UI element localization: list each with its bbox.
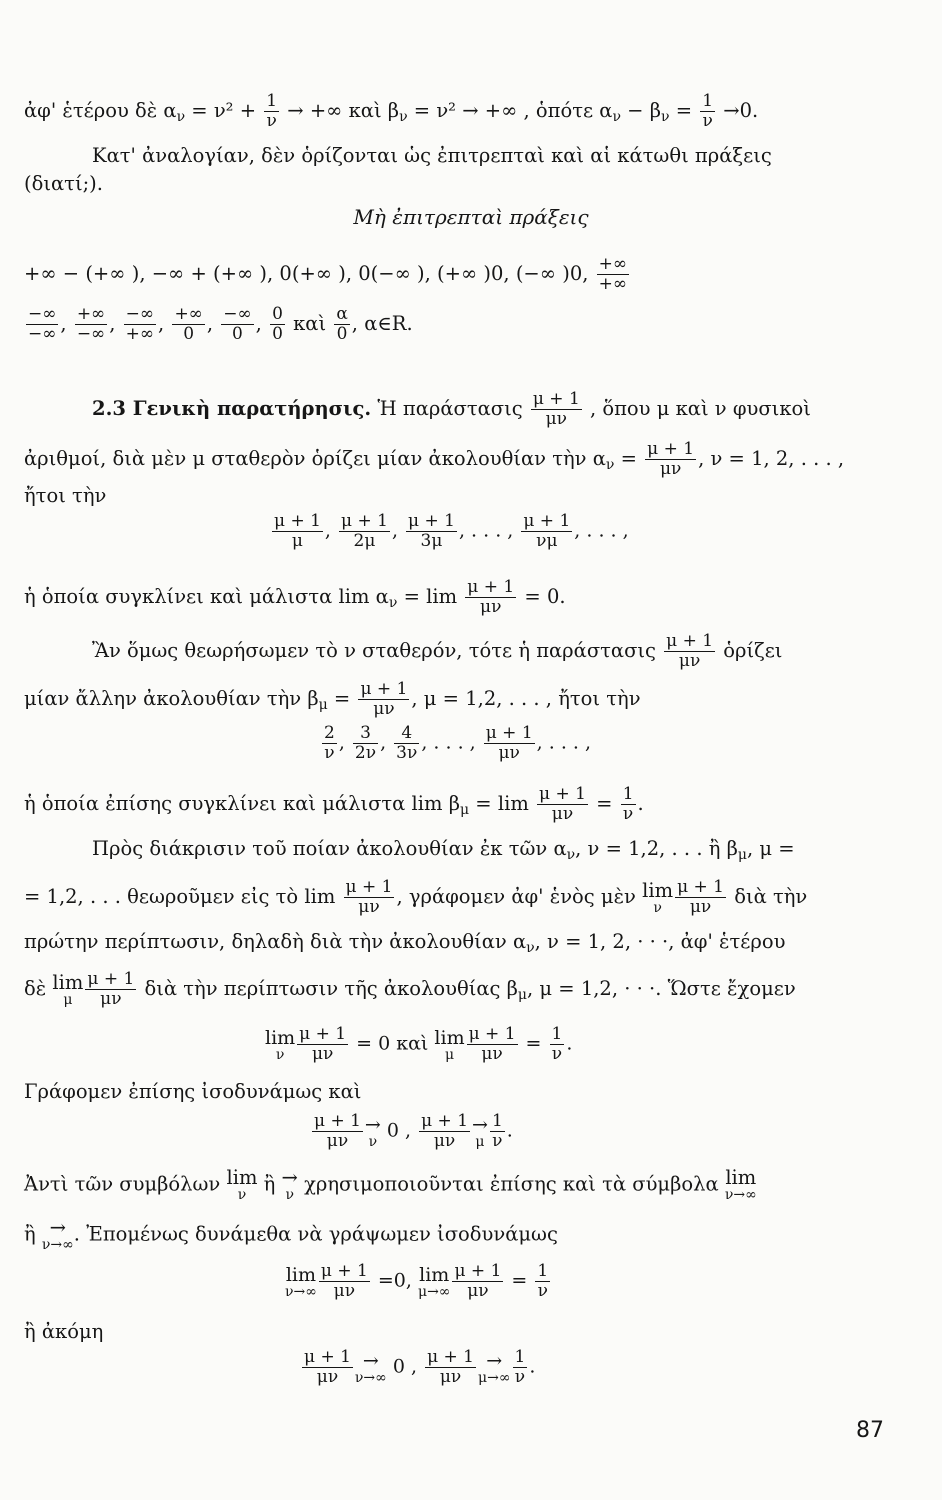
text: , [338, 731, 345, 754]
lim-subscript: ν [237, 1187, 247, 1203]
fraction [297, 1025, 348, 1064]
not-allowed-title: Μὴ ἐπιτρεπταὶ πράξεις [353, 205, 589, 229]
section-heading: 2.3 Γενικὴ παρατήρησις. [92, 397, 372, 420]
text: , [255, 312, 262, 335]
subscript: ν [612, 109, 621, 125]
denominator: ν [622, 804, 634, 824]
denominator: μν [433, 1131, 456, 1151]
arrow-subscript: ν [368, 1133, 378, 1150]
page-number: 87 [856, 1418, 884, 1443]
denominator: 2μ [353, 531, 376, 551]
text: +∞ − (+∞ ), −∞ + (+∞ ), 0(+∞ ), 0(−∞ ), (+∞ )0, (−∞ )0, [24, 262, 589, 285]
numerator: μ + 1 [345, 877, 393, 897]
operations-row-2 [24, 305, 884, 344]
numerator: μ + 1 [341, 511, 388, 531]
text: ἀριθμοί, διὰ μὲν μ σταθερὸν ὁρίζει μίαν ἀκολουθίαν τὴν α [24, 447, 606, 470]
lim-text: lim [52, 970, 84, 994]
text: = [505, 1269, 534, 1292]
lim-mu [434, 1028, 464, 1062]
text: = [614, 447, 644, 470]
fraction [550, 1025, 565, 1064]
numerator: μ + 1 [314, 1111, 361, 1131]
lim-subscript: μ→∞ [417, 1283, 451, 1300]
fraction [452, 1262, 503, 1301]
text: →0. [717, 99, 759, 122]
text: ἢ [24, 1222, 42, 1246]
text: , [324, 519, 331, 542]
fraction [353, 724, 378, 763]
numerator: 3 [353, 724, 378, 744]
text: , [109, 312, 116, 335]
text: , γράφομεν ἀφ' ἑνὸς μὲν [396, 885, 643, 908]
fraction [26, 305, 58, 344]
fraction [484, 724, 535, 763]
fraction [394, 724, 419, 763]
arrow: → [472, 1113, 488, 1136]
numerator: −∞ [28, 304, 57, 324]
text: Ἂν ὅμως θεωρήσωμεν τὸ ν σταθερόν, τότε ἡ παράστασις [92, 639, 663, 662]
denominator: μν [311, 1044, 334, 1064]
denominator: 0 [232, 324, 243, 344]
fraction [490, 1112, 505, 1151]
text-line-15 [24, 970, 884, 1009]
fraction [302, 1348, 353, 1387]
denominator: μν [481, 1044, 503, 1064]
lim-subscript: μ [444, 1046, 455, 1063]
sequence-alpha [270, 512, 629, 551]
text: 0 , [380, 1119, 418, 1142]
denominator: μν [358, 897, 380, 917]
text: = [327, 687, 357, 710]
numerator: +∞ [174, 304, 203, 324]
text: διὰ τὴν [728, 885, 808, 908]
text-line-9 [92, 632, 884, 671]
numerator: μ + 1 [677, 877, 724, 897]
arrow: → [281, 1166, 298, 1189]
denominator: +∞ [125, 324, 155, 344]
text: ἀφ' ἑτέρου δὲ α [24, 99, 177, 122]
denominator: 0 [272, 324, 283, 344]
lim-nu [226, 1168, 257, 1202]
text: = [669, 99, 699, 122]
fraction [264, 92, 279, 131]
denominator: 0 [336, 324, 348, 344]
fraction [358, 680, 409, 719]
text: . Ἐπομένως δυνάμεθα νὰ γράψωμεν ἰσοδυνάμως [73, 1222, 558, 1246]
denominator: μν [545, 409, 568, 429]
fraction [465, 578, 516, 617]
text: , . . . , [536, 731, 592, 754]
lim-subscript: ν→∞ [724, 1187, 757, 1203]
arrow: → [362, 1349, 379, 1372]
denominator: μν [439, 1367, 462, 1387]
numerator: 0 [272, 304, 283, 324]
lim-text: lim [725, 1166, 757, 1189]
subscript: ν [526, 940, 535, 956]
subscript: μ [318, 697, 328, 713]
numerator: μ + 1 [360, 679, 408, 699]
text-line-19 [24, 1168, 884, 1202]
numerator: 2 [324, 723, 335, 743]
text: , . . . , [421, 731, 476, 754]
numerator: μ + 1 [274, 511, 321, 531]
lim-subscript: ν→∞ [285, 1283, 317, 1300]
denominator: μν [480, 597, 502, 617]
text: = 0. [518, 585, 566, 608]
fraction [513, 1348, 528, 1387]
text: , [206, 312, 214, 335]
text-line-20 [24, 1218, 884, 1252]
fraction [221, 305, 253, 344]
text: , ν = 1, 2, . . . , [698, 447, 845, 470]
numerator: 4 [394, 724, 419, 744]
numerator: μ + 1 [485, 723, 533, 743]
fraction [344, 878, 395, 917]
text-line-8 [24, 578, 884, 617]
numerator: μ + 1 [467, 577, 515, 597]
arrow: → [364, 1113, 381, 1136]
numerator: μ + 1 [468, 1024, 516, 1044]
arrow-mu-inf [478, 1351, 511, 1385]
text: → +∞ καὶ β [281, 99, 400, 122]
text-line-2: Κατ' ἀναλογίαν, δὲν ὁρίζονται ὡς ἐπιτρεπταὶ καὶ αἱ κάτωθι πράξεις [92, 144, 772, 167]
text: , [380, 731, 387, 754]
denominator: μν [373, 699, 395, 719]
text: , ν = 1, 2, · · ·, ἀφ' ἑτέρου [534, 930, 786, 953]
numerator: μ + 1 [87, 969, 135, 989]
arrows-display: $\frac{\mu + 1}{\mu\nu}$ → ν 0 , $\frac{\mu + 1}{\mu\nu}$ → μ $\frac{1}{\nu}$ . [314, 1111, 513, 1151]
fraction [700, 92, 715, 131]
text: − β [620, 99, 661, 122]
limits-infinity-display [285, 1262, 552, 1301]
numerator: 1 [266, 91, 278, 111]
numerator: +∞ [76, 304, 106, 324]
text: = ν² + [185, 99, 263, 122]
fraction [535, 1262, 550, 1301]
fraction [124, 305, 156, 344]
text-line-22: ἢ ἀκόμη [24, 1320, 104, 1343]
subscript: μ [460, 802, 470, 818]
text: , ν = 1,2, . . . ἢ β [575, 837, 738, 860]
numerator: 1 [491, 1111, 503, 1131]
operations-row-1 [24, 255, 884, 294]
text: 0 , [386, 1355, 424, 1378]
lim-nu-inf [725, 1168, 757, 1202]
denominator: μν [467, 1281, 489, 1301]
lim-mu [52, 970, 84, 1008]
numerator: μ + 1 [299, 1024, 347, 1044]
denominator: μν [551, 804, 574, 824]
arrow-subscript: ν→∞ [354, 1369, 387, 1386]
numerator: μ + 1 [532, 389, 580, 409]
arrow-nu [365, 1115, 381, 1149]
numerator: μ + 1 [666, 631, 714, 651]
denominator: 0 [183, 324, 195, 344]
numerator: 1 [537, 1261, 549, 1281]
text-line-3: (διατί;). [24, 172, 103, 195]
arrow: → [486, 1349, 503, 1372]
numerator: μ + 1 [523, 511, 571, 531]
lim-subscript: ν [653, 899, 662, 916]
lim-text: lim [285, 1263, 317, 1286]
text: ὁρίζει [717, 639, 783, 662]
arrow-nu-inf [355, 1351, 387, 1385]
text: Ἡ παράστασις [371, 397, 529, 420]
numerator: μ + 1 [427, 1347, 474, 1367]
denominator: −∞ [28, 324, 57, 344]
arrow-mu [472, 1115, 488, 1149]
subscript: ν [605, 457, 615, 473]
lim-text: lim [226, 1166, 258, 1189]
text: πρώτην περίπτωσιν, δηλαδὴ διὰ τὴν ἀκολουθίαν α [24, 930, 527, 953]
text: = lim [469, 792, 536, 815]
text: =0, [371, 1269, 418, 1292]
text: , . . . , [458, 519, 514, 542]
text: χρησιμοποιοῦνται ἐπίσης καὶ τὰ σύμβολα [297, 1172, 725, 1196]
text: ἡ ὁποία συγκλίνει καὶ μάλιστα lim α [24, 585, 389, 608]
denominator: μν [333, 1281, 356, 1301]
numerator: 1 [551, 1024, 563, 1044]
denominator: μν [326, 1131, 349, 1151]
lim-text: lim [419, 1263, 450, 1286]
text: , μ = 1,2, . . . , ἤτοι τὴν [411, 687, 641, 710]
arrow: → [49, 1216, 67, 1239]
lim-nu [265, 1028, 295, 1062]
text: διὰ τὴν περίπτωσιν τῆς ἀκολουθίας β [138, 977, 518, 1000]
subscript: ν [566, 847, 576, 863]
arrow-subscript: μ [475, 1133, 485, 1150]
text: = 0 καὶ [350, 1032, 435, 1055]
lim-nu-inf [285, 1265, 317, 1299]
arrows-infinity-display: $\frac{\mu + 1}{\mu\nu}$ → ν→∞ 0 , $\frac{\mu + 1}{\mu\nu}$ → μ→∞ $\frac{1}{\nu}$ . [304, 1347, 536, 1387]
subscript: ν [176, 109, 186, 125]
arrow-subscript: μ→∞ [478, 1369, 511, 1386]
denominator: 3ν [396, 743, 418, 763]
text: = 1,2, . . . θεωροῦμεν εἰς τὸ lim [24, 885, 342, 908]
fraction [319, 1262, 370, 1301]
lim-nu [642, 878, 674, 916]
text: = lim [397, 585, 464, 608]
denominator: ν [702, 111, 713, 131]
fraction [531, 390, 582, 429]
denominator: ν [266, 111, 277, 131]
arrow-nu [282, 1168, 298, 1202]
numerator: +∞ [598, 254, 628, 274]
fraction [664, 632, 715, 671]
numerator: μ + 1 [304, 1347, 351, 1367]
numerator: μ + 1 [421, 1111, 469, 1131]
denominator: ν [551, 1044, 563, 1064]
text: , . . . , [574, 519, 629, 542]
lim-mu-inf [418, 1265, 451, 1299]
fraction [272, 512, 323, 551]
text: , [60, 312, 67, 335]
text-line-11: ἡ ὁποία ἐπίσης συγκλίνει καὶ μάλιστα $\lim \beta_\mu = \lim$ $\frac{\mu + 1}{\mu\nu}$ = $\frac{1}{\nu}$ . [24, 784, 644, 824]
fraction [270, 305, 285, 344]
denominator: μν [316, 1367, 339, 1387]
numerator: 1 [514, 1347, 526, 1367]
text: , [158, 312, 165, 335]
fraction [425, 1348, 476, 1387]
text: καὶ [293, 312, 327, 335]
text: ἢ [257, 1172, 282, 1196]
text-line-10 [24, 680, 884, 719]
fraction [419, 1112, 470, 1151]
text: δὲ [24, 977, 53, 1000]
numerator: 1 [622, 784, 634, 804]
text: μίαν ἄλλην ἀκολουθίαν τὴν β [24, 687, 319, 710]
denominator: ν [514, 1367, 526, 1387]
sequence-beta [320, 724, 591, 763]
subscript: ν [388, 595, 398, 611]
numerator: μ + 1 [647, 439, 695, 459]
denominator: ν [492, 1131, 503, 1151]
fraction [597, 255, 629, 294]
fraction [85, 970, 136, 1009]
fraction [334, 305, 349, 344]
numerator: −∞ [125, 304, 155, 324]
lim-subscript: ν [275, 1046, 285, 1063]
fraction [75, 305, 107, 344]
fraction [312, 1112, 363, 1151]
fraction [172, 305, 204, 344]
lim-subscript: μ [63, 991, 73, 1008]
denominator: μ [291, 531, 303, 551]
limits-display: lim ν $\frac{\mu + 1}{\mu\nu}$ = 0 καὶ lim μ $\frac{\mu + 1}{\mu\nu}$ = $\frac{1}{\nu}$ . [265, 1024, 573, 1064]
denominator: νμ [536, 531, 558, 551]
denominator: 2ν [354, 743, 377, 763]
text: = [519, 1032, 548, 1055]
subscript: ν [399, 109, 408, 125]
section-heading-line [92, 390, 884, 429]
denominator: μν [678, 651, 701, 671]
denominator: μν [689, 897, 712, 917]
lim-text: lim [642, 878, 674, 902]
text: , μ = 1,2, · · ·. Ὥστε ἔχομεν [527, 977, 796, 1000]
text: ἡ ὁποία ἐπίσης συγκλίνει καὶ μάλιστα lim β [24, 792, 460, 815]
numerator: μ + 1 [320, 1261, 368, 1281]
subscript: ν [661, 109, 670, 125]
arrow-subscript: ν→∞ [41, 1237, 74, 1253]
text-line-17: Γράφομεν ἐπίσης ἰσοδυνάμως καὶ [24, 1080, 362, 1103]
subscript: μ [737, 847, 747, 863]
text: Πρὸς διάκρισιν τοῦ ποίαν ἀκολουθίαν ἐκ τῶν α [92, 837, 567, 860]
fraction [467, 1025, 518, 1064]
lim-text: lim [265, 1026, 296, 1049]
fraction [537, 785, 588, 824]
fraction [645, 440, 696, 479]
text: = [589, 792, 619, 815]
denominator: −∞ [76, 324, 106, 344]
text-line-6 [24, 440, 884, 479]
text: , ὅπου μ καὶ ν φυσικοὶ [583, 397, 811, 420]
denominator: +∞ [598, 274, 628, 294]
text-line-1 [24, 92, 884, 131]
denominator: μν [659, 459, 682, 479]
arrow-nu-inf [42, 1218, 74, 1252]
text-line-12 [92, 835, 884, 869]
fraction [675, 878, 726, 917]
numerator: −∞ [223, 304, 252, 324]
text: , [391, 519, 398, 542]
numerator: μ + 1 [539, 784, 586, 804]
fraction [521, 512, 572, 551]
subscript: μ [517, 987, 528, 1003]
fraction [322, 724, 337, 763]
numerator: α [336, 304, 348, 324]
denominator: ν [324, 743, 335, 763]
text: = ν² → +∞ , ὁπότε α [407, 99, 613, 122]
text-line-7: ἤτοι τὴν [24, 484, 107, 507]
denominator: μν [498, 743, 520, 763]
numerator: 1 [702, 91, 714, 111]
text-line-13 [24, 878, 884, 917]
numerator: μ + 1 [454, 1261, 502, 1281]
fraction [621, 785, 636, 824]
arrow-subscript: ν [285, 1187, 294, 1203]
fraction [406, 512, 457, 551]
numerator: μ + 1 [408, 511, 455, 531]
denominator: μν [100, 989, 122, 1009]
text: , α∈R. [351, 312, 413, 335]
lim-text: lim [434, 1026, 465, 1049]
fraction [339, 512, 390, 551]
text: , μ = [746, 837, 795, 860]
text: Ἀντὶ τῶν συμβόλων [24, 1172, 227, 1196]
text-line-14 [24, 928, 884, 962]
denominator: 3μ [420, 531, 443, 551]
denominator: ν [537, 1281, 548, 1301]
